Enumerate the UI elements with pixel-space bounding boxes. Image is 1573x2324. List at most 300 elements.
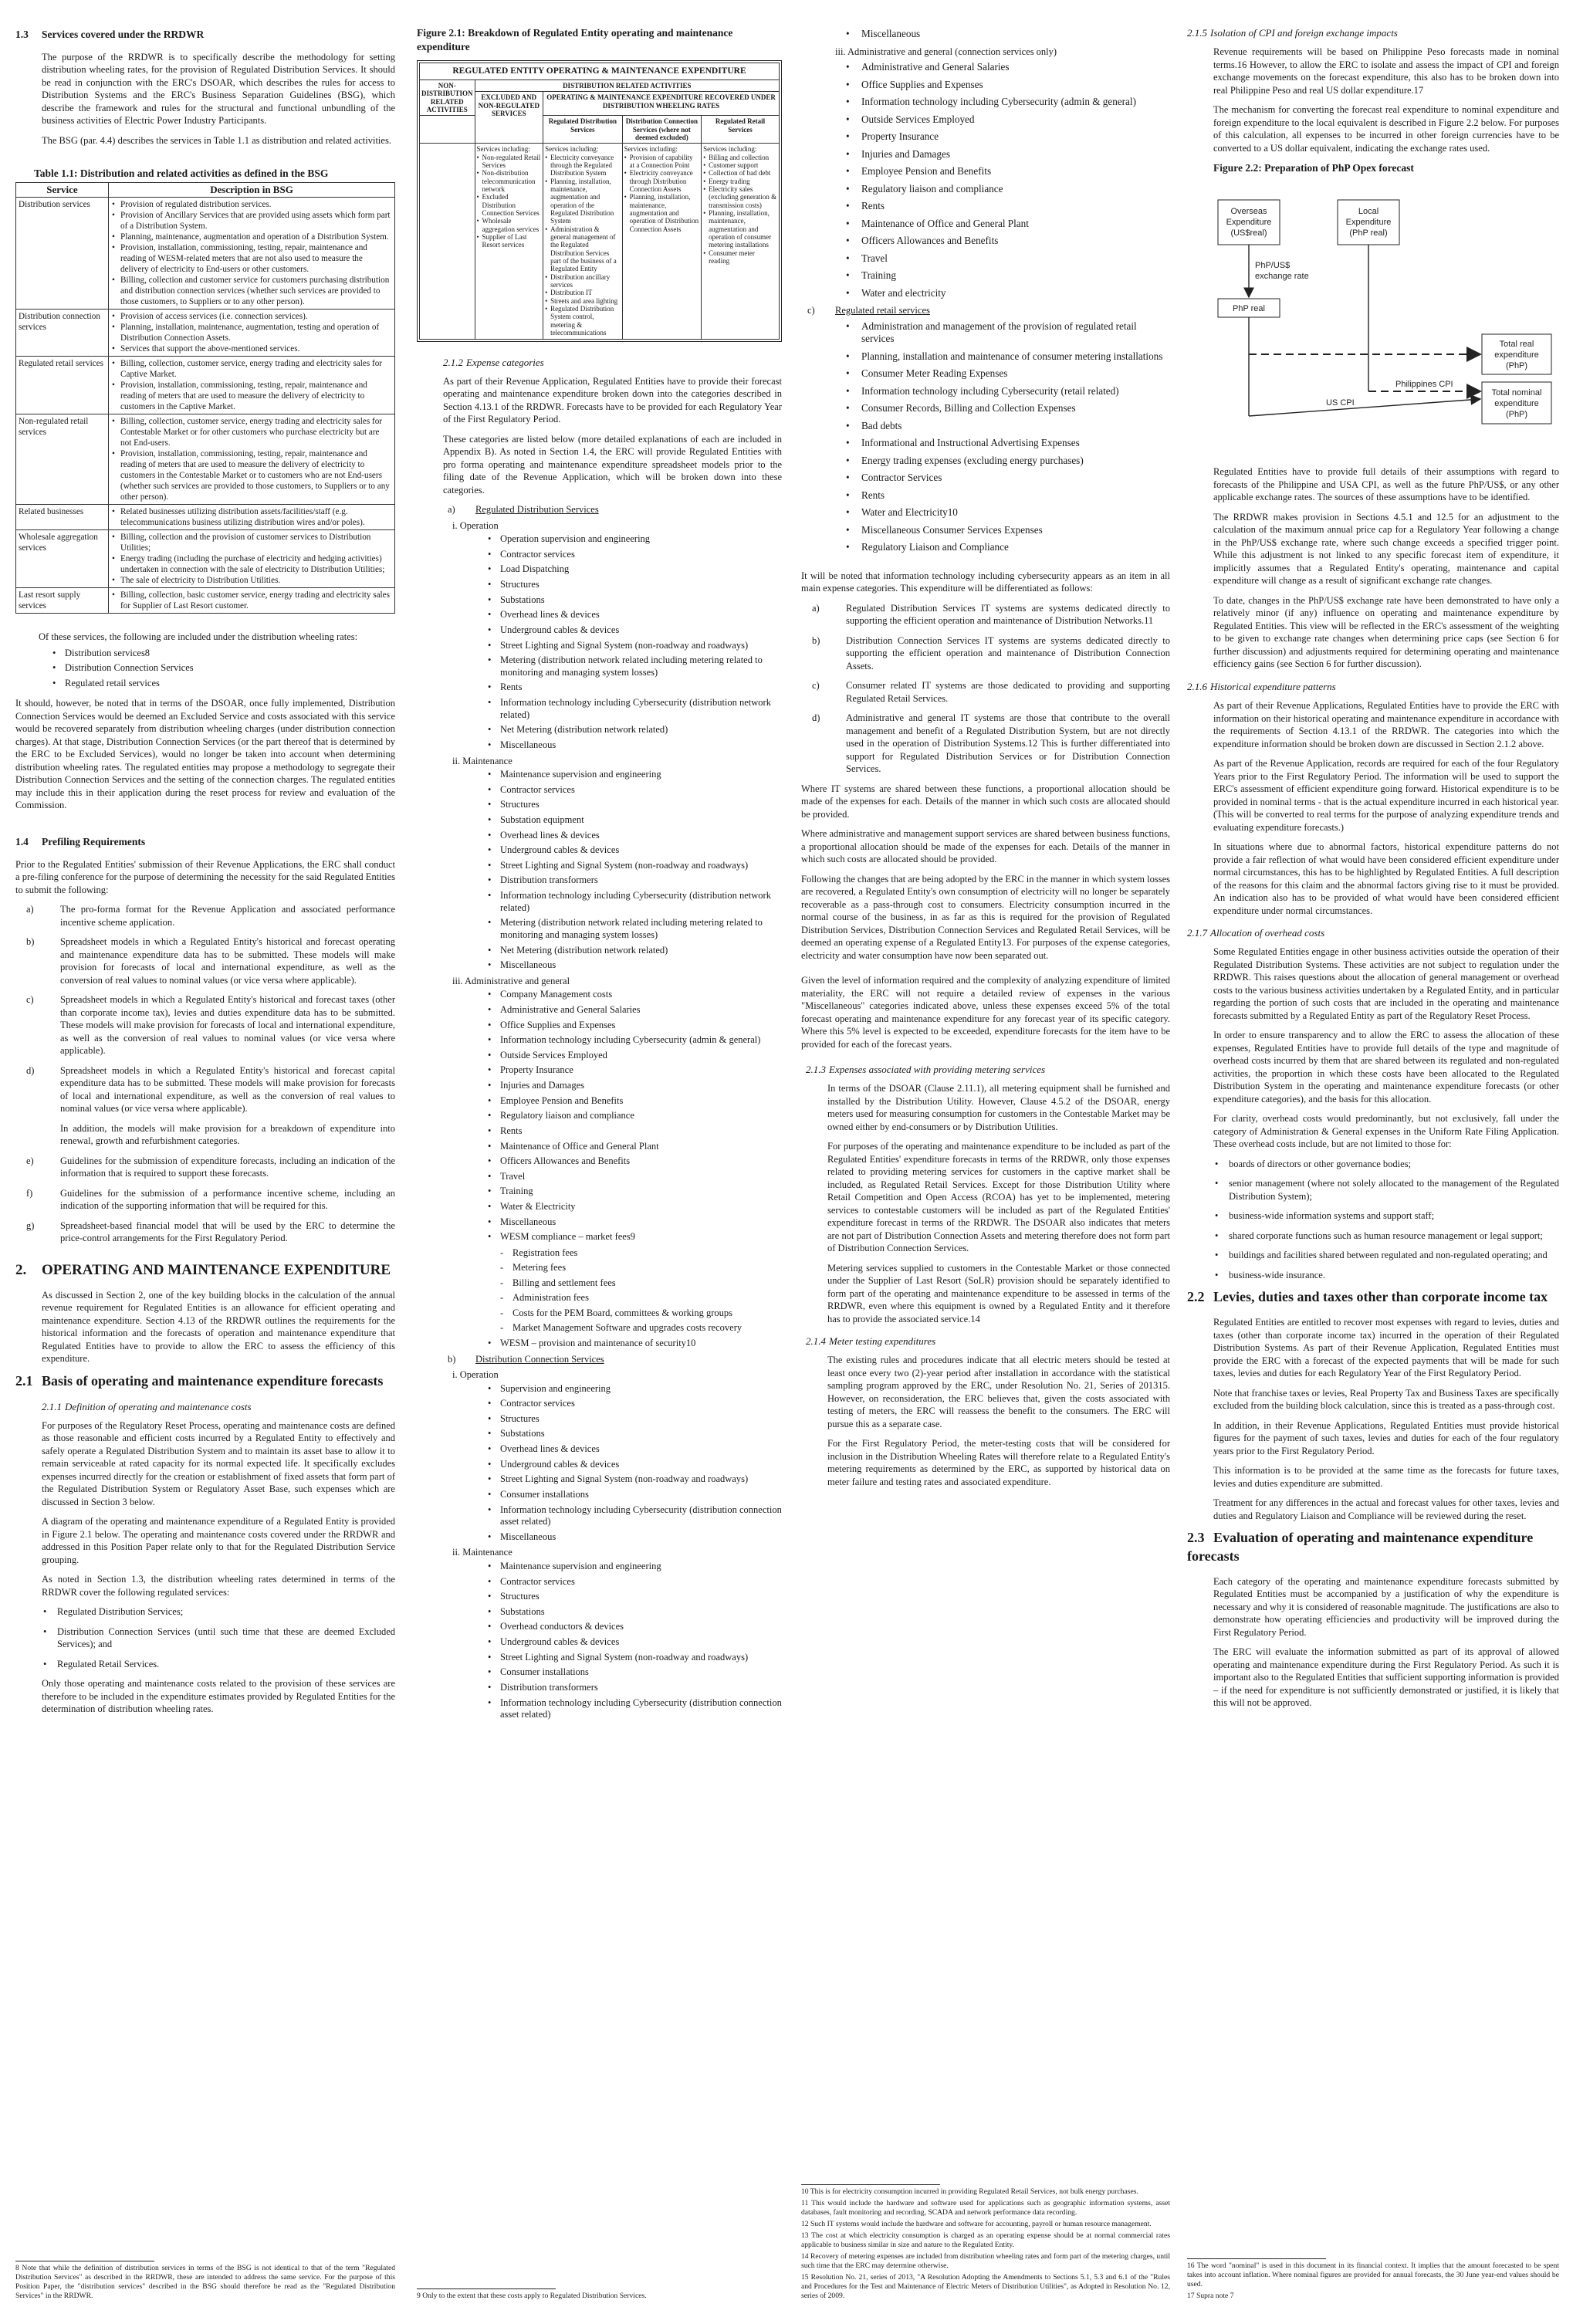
list-item: • Distribution transformers [486,874,782,887]
section-heading: 1.3 Services covered under the RRDWR [15,29,205,40]
description-cell [109,310,395,357]
list-heading: b) Distribution Connection Services [448,1353,604,1365]
description-cell [109,530,395,588]
wesm-list [500,1247,782,1335]
list-item: • Miscellaneous [486,959,782,972]
list-item: • Employee Pension and Benefits [844,165,1170,178]
list-item: • Information technology including Cybersecurity (distribution network related) [486,697,782,721]
footnote: 14 Recovery of metering expenses are included from distribution wheeling rates and form part of the metering charges, until such time that the ERC may determine otherwise. [801,2252,1170,2271]
list-item: • Information technology including Cybersecurity (distribution connection asset related) [486,1504,782,1528]
box-label: (PhP) [1505,360,1528,370]
paragraph: This information is to be provided at the same time as the forecasts for future taxes, levies and duties expenditure are submitted. [1213,1465,1559,1489]
list-item: • Administration and management of the provision of regulated retail services [844,320,1170,346]
list-item: • Maintenance supervision and engineering [486,769,782,781]
footnote: 12 Such IT systems would include the hardware and software for accounting, payroll or human resource management. [801,2220,1152,2229]
table-row [16,198,395,310]
list-item: f) Guidelines for the submission of a performance incentive scheme, including an indication of the supporting information that will be required for this. [26,1187,395,1212]
section-heading: 1.4 Prefiling Requirements [15,835,146,847]
list-item: • Company Management costs [486,989,782,1001]
figure-list [624,154,700,233]
paragraph: Treatment for any differences in the actual and forecast values for other taxes, levies and duties and Regulatory Liaison and Compliance will be reviewed during the reset. [1213,1497,1559,1521]
box-label: Local [1358,206,1379,216]
list-item: • Administrative and General Salaries [844,61,1170,74]
list-item: d) Administrative and general IT systems are those that contribute to the overall management and benefit of a Regulated Distribution System, but are not directly used in the operation of Distribution Systems.12 This is further differentiated into support for Regulated Distribution Services or for Distribution Connection Services. [812,712,1170,774]
paragraph: For the First Regulatory Period, the meter-testing costs that will be considered for inclusion in the Distribution Wheeling Rates will therefore relate to a Regulated Entity's metering requirements as determined by the ERC, as supported by historical data on meter failure and testing rates and associated expenditure. [827,1438,1170,1487]
figure-cell: Distribution Connection Services (where not deemed excluded) [622,116,702,144]
list-item: • Street Lighting and Signal System (non-roadway and roadways) [486,1652,782,1664]
paragraph: As part of the Revenue Application, records are required for each of the four Regulatory Years prior to the First Regulatory Period. The information will be used to support the ERC's assessment of efficient expenditure going forward. Historical expenditure is to be provided in nominal terms - that is the actual expenditure incurred in each historical year. (This will be converted to real terms for the purpose of analyzing expenditure trends and evaluating expenditure forecasts.) [1213,758,1559,833]
figure-cell: EXCLUDED AND NON-REGULATED SERVICES [475,92,543,144]
chapter-heading: 2. OPERATING AND MAINTENANCE EXPENDITURE [15,1261,391,1278]
paragraph: It should, however, be noted that in terms of the DSOAR, once fully implemented, Distribution Connection Services would be deemed an Excluded Service and costs associated with this service would be recovered separately from distribution wheeling charges (under distribution connection charges). At that stage, Distribution Connection Services (or the part thereof that is determined by the ERC to be Excluded Services), would no longer be taken into account when determining distribution wheeling rates. The regulated entities may propose a methodology to segregate their Distribution Connection Services and the setting of the connection charges. The regulated entities may include this in their application during the reset process for review and evaluation of the Commission. [15,698,395,811]
list-item: • Energy trading [703,178,777,185]
description-cell [109,198,395,310]
list-item: • Streets and area lighting [545,297,621,305]
footnote: 16 The word "nominal" is used in this document in its financial context. It implies that the amount forecasted to be spent takes into account inflation. Where nominal figures are provided for annual forecasts, the 30 June year-end values should be used. [1187,2261,1559,2289]
paragraph: As part of their Revenue Applications, Regulated Entities have to provide the ERC with information on their historical operating and maintenance expenditure in accordance with the requirements of Section 4.13.1 of the RRDWR. The categories into which the expenditure information should be broken down are discussed in Section 2.1.2 above. [1213,700,1559,749]
list-subheading: i. Operation [452,519,499,531]
list-item: • Distribution services8 [52,647,395,660]
paragraph: In addition, in their Revenue Applications, Regulated Entities must provide historical figures for the payment of such taxes, levies and duties for each of the four regulatory years prior to the First Regulatory Period. [1213,1419,1559,1456]
list-item: • Structures [486,1591,782,1603]
box-label: Overseas [1230,206,1267,216]
table-row [16,505,395,530]
list-item: b) Spreadsheet models in which a Regulated Entity's historical and forecast operating and maintenance expenditure data has to be submitted. These models will make provision for forecasts of local and international expenditure, as well as the conversion of real values to nominal values (or vice versa where applicable). [26,936,395,986]
expense-list [486,1561,782,1721]
list-item: • Rents [486,682,782,694]
list-item: • Administrative and General Salaries [486,1004,782,1017]
expense-list [844,61,1170,299]
paragraph: For purposes of the Regulatory Reset Process, operating and maintenance costs are defined as those reasonable and efficient costs incurred by a Regulated Entity to effectively and safely operate a Regulated Distribution System and to maintain its asset base to allow it to remain serviceable at rated capacity for its normal expected life. It specifically excludes expenses incurred directly for the creation or establishment of fixed assets that form part of the Regulated Distribution System or Regulatory Asset Base, such expenses which are discussed in Section 3 below. [42,1419,395,1507]
list-item: • Miscellaneous [486,739,782,752]
paragraph: Where IT systems are shared between these functions, a proportional allocation should be made of the expenses for each. Details of the manner in which such costs are allocated should be provided. [801,783,1170,820]
list-item: • Non-distribution telecommunication network [477,169,542,193]
expense-list [486,1383,782,1544]
list-item: • Contractor services [486,549,782,561]
list-item: • Water and electricity [844,287,1170,300]
footnotes [801,2184,1170,2303]
list-item: • Information technology including Cybersecurity (distribution network related) [486,890,782,914]
list-item: • Supplier of Last Resort services [477,233,542,249]
paragraph: Given the level of information required and the complexity of analyzing expenditure of limited materiality, the ERC will not require a detailed review of expenses in the various "Miscellaneous" categories indicated above, unless these expenses exceed 5% of the total forecast operating and maintenance expenditure for any forecast year of its specific category. Where this 5% level is expected to be exceeded, expenditure forecasts for the item have to be provided for each of the forecast years. [801,975,1170,1050]
table-row [16,310,395,357]
paragraph: The BSG (par. 4.4) describes the services in Table 1.1 as distribution and related activities. [42,134,391,146]
list-item: • Regulated Distribution Services; [42,1605,395,1619]
table-header: Description in BSG [109,183,395,198]
paragraph: The RRDWR makes provision in Sections 4.5.1 and 12.5 for an adjustment to the calculation of the maximum annual price cap for a Regulatory Year following a change in the PhP/US$ exchange rate, where such change exceeds a specified trigger point. While this adjustment is not linked to any specific forecast item of expenditure, it implicitly assumes that a Regulated Entity's operating, maintenance and capital expenditure will change as a result of significant exchange rate changes. [1213,511,1559,587]
list-item: • Customer support [703,161,777,169]
list-item: • Consumer installations [486,1666,782,1679]
description-item: • Provision, installation, commissioning, testing, repair, maintenance and reading of meters that are used to measure the delivery of electricity to customers in the Contestable Market or to customers who are not End-users (whether such services are provided to those customers, to Suppliers or to any other person). [111,448,392,502]
figure-list [703,154,777,266]
description-item: • Billing, collection and customer service for customers purchasing distribution and distribution connection services (whether such services are provided to those customers, to Suppliers or to any other person). [111,275,392,307]
list-item: • Maintenance of Office and General Plant [844,218,1170,231]
list-item: • Overhead lines & devices [486,830,782,842]
figure-cell: NON-DISTRIBUTION RELATED ACTIVITIES [420,79,475,115]
list-heading: c) Regulated retail services [807,305,930,316]
prefiling-list [23,903,395,1245]
list-item: a) Regulated Distribution Services IT systems are systems dedicated directly to supporting the efficient operation and maintenance of Distribution Networks.11 [812,602,1170,626]
subsection-heading: 2.1.2 Expense categories [443,356,544,368]
box-label: (US$real) [1230,228,1267,238]
list-subheading: iii. Administrative and general (connection services only) [835,46,1057,57]
list-item: • Injuries and Damages [486,1080,782,1092]
opex-forecast-diagram [1203,184,1558,439]
paragraph: The purpose of the RRDWR is to specifically describe the methodology for setting distribution wheeling rates, for the provision of Regulated Distribution Services. It should be read in conjunction with the ERC's DSOAR, which describes the rules for access to Distribution Systems and the ERC's Business Separation Guidelines (BSG), which describe the framework and rules for the structural and functional unbundling of the business activities of Electric Power Industry Participants. [42,51,395,127]
list-item: • Contractor services [486,1398,782,1410]
description-item: • Provision of regulated distribution services. [111,199,392,210]
service-cell: Related businesses [16,505,109,530]
it-systems-list [809,602,1170,776]
paragraph: Revenue requirements will be based on Philippine Peso forecasts made in nominal terms.16 However, to allow the ERC to isolate and assess the impact of CPI and foreign exchange movements on the forecast expenditure, this also has to be broken down into real Philippine Peso and real US dollar expenditure.17 [1213,46,1559,96]
paragraph: Prior to the Regulated Entities' submission of their Revenue Applications, the ERC shall conduct a pre-filing conference for the purpose of determining the necessity for the said Regulated Entities to submit the following: [15,858,395,895]
description-cell [109,414,395,505]
description-item: • Provision of Ancillary Services that are provided using assets which form part of a Distribution System. [111,210,392,232]
column-3 [801,26,1170,2303]
list-item: • Structures [486,799,782,811]
list-item: • Training [486,1186,782,1198]
list-subheading: ii. Maintenance [452,755,512,766]
list-item: • Substation equipment [486,814,782,827]
subsection-heading: 2.1.5 Isolation of CPI and foreign exchange impacts [1187,27,1398,39]
list-item: • Officers Allowances and Benefits [844,235,1170,248]
footnotes [15,2261,395,2303]
list-item: - Market Management Software and upgrades costs recovery [500,1321,782,1335]
services-table [15,182,395,614]
list-item: • senior management (where not solely allocated to the management of the Regulated Distribution System); [1213,1177,1559,1203]
list-item: • Regulatory Liaison and Compliance [844,541,1170,554]
paragraph: Regulated Entities have to provide full details of their assumptions with regard to forecasts of the Philippine and USA CPI, as well as the future PhP/US$, or any other applicable exchange rates. The sources of these assumptions have to be identified. [1213,466,1559,503]
list-item: • Billing and collection [703,154,777,161]
list-item: • Net Metering (distribution network related) [486,724,782,736]
list-item: • Consumer meter reading [703,249,777,266]
list-item: • Street Lighting and Signal System (non-roadway and roadways) [486,1473,782,1486]
list-item: • Contractor services [486,784,782,797]
footnote: 15 Resolution No. 21, series of 2013, "A Resolution Adopting the Amendments to Sections 5.1, 5.3 and 6.1 of the "Rules and Procedures for the Test and Maintenance of Electric Meters of Distribution Utilities", as Adopted in Resolution No. 12, series of 2009. [801,2273,1170,2301]
list-item: • Consumer Records, Billing and Collection Expenses [844,402,1170,415]
table-row [16,530,395,588]
service-cell: Distribution services [16,198,109,310]
list-item: • Outside Services Employed [486,1050,782,1062]
figure-cell: DISTRIBUTION RELATED ACTIVITIES [475,79,779,91]
list-item: • Underground cables & devices [486,1459,782,1471]
list-item: • Information technology including Cybersecurity (retail related) [844,385,1170,398]
list-item: • Substations [486,1606,782,1619]
list-item: - Registration fees [500,1247,782,1260]
list-item: • Information technology including Cybersecurity (admin & general) [844,96,1170,109]
paragraph: Note that franchise taxes or levies, Real Property Tax and Business Taxes are specifically excluded from the building block calculation, since this is treated as a pass-through cost. [1213,1387,1559,1412]
paragraph: Regulated Entities are entitled to recover most expenses with regard to levies, duties and taxes (other than corporate income tax) incurred in the operation of their Regulated Distribution Systems. As part of their Revenue Application, Regulated Entities must provide the ERC with a forecast of the expected payments that will be made for such taxes, levies and duties for each Regulatory Year of the First Regulatory Period. [1213,1317,1559,1379]
paragraph: In situations where due to abnormal factors, historical expenditure patterns do not provide a fair reflection of what would have been considered efficient expenditure under normal circumstances, this has to be highlighted by Regulated Entities. A full description of the reasons for this claim and the abnormal factors giving rise to it must be provided. An indication also has to be provided of what would have been considered efficient expenditure under normal circumstances. [1213,841,1559,916]
box-label: Expenditure [1345,217,1392,227]
paragraph: A diagram of the operating and maintenance expenditure of a Regulated Entity is provided in Figure 2.1 below. The operating and maintenance costs covered under the RRDWR and addressed in this Position Paper relate only to that for the Regulated Distribution Service grouping. [42,1516,395,1565]
subsection-heading: 2.1.4 Meter testing expenditures [806,1335,936,1348]
list-item: • Provision of capability at a Connection Point [624,154,700,170]
list-item: • Underground cables & devices [486,624,782,637]
paragraph: As part of their Revenue Application, Regulated Entities have to provide their forecast operating and maintenance expenditure broken down into the categories described in Section 4.13.1 of the RRDWR. Forecasts have to be provided for each Regulatory Year of the First Regulatory Period. [443,375,782,425]
list-item: • Planning, installation, maintenance, augmentation and operation of the Regulated Distribution System [545,178,621,225]
list-item: • Metering (distribution network related including metering related to monitoring and managing system losses) [486,917,782,941]
table-row [16,414,395,505]
list-item: a) The pro-forma format for the Revenue Application and associated performance incentive scheme application. [26,904,395,928]
section-heading: 2.2 Levies, duties and taxes other than corporate income tax [1187,1289,1548,1305]
subsection-heading: 2.1.1 Definition of operating and maintenance costs [42,1400,252,1412]
list-item: • WESM – provision and maintenance of security10 [486,1338,782,1350]
expense-list [486,989,782,1243]
box-label: Total real [1499,339,1534,349]
box-label: Total nominal [1491,387,1542,397]
expense-list [486,769,782,972]
list-item: • Street Lighting and Signal System (non-roadway and roadways) [486,860,782,872]
figure-list [477,154,542,249]
list-item: • Supervision and engineering [486,1383,782,1395]
paragraph: In order to ensure transparency and to allow the ERC to assess the allocation of these expenses, Regulated Entities have to provide full details of the type and magnitude of overhead costs incurred by them that are shared between its regulated and non-regulated activities, the proportion in which these costs have been allocated to the Regulated Distribution System in the operating and maintenance expenditure forecasts (or other expenditure categories), and the basis for this allocation. [1213,1030,1559,1104]
column-1 [15,26,395,2303]
list-item: - Costs for the PEM Board, committees & working groups [500,1307,782,1320]
list-item: • Rents [486,1125,782,1138]
list-item: • Contractor Services [844,472,1170,485]
list-item: • Non-regulated Retail Services [477,154,542,170]
list-item: • Outside Services Employed [844,113,1170,127]
list-item: b) Distribution Connection Services IT systems are systems dedicated directly to supporting the efficient operation and maintenance of Distribution Connection Assets. [812,634,1170,671]
subsection-heading: 2.1.6 Historical expenditure patterns [1187,680,1336,692]
list-item: • Overhead lines & devices [486,1443,782,1456]
footnote: 10 This is for electricity consumption incurred in providing Regulated Retail Services, not bulk energy purchases. [801,2187,1138,2197]
paragraph: It will be noted that information technology including cybersecurity appears as an item in all main expense categories. This expenditure will be differentiated as follows: [801,570,1170,594]
service-cell: Wholesale aggregation services [16,530,109,588]
paragraph: As discussed in Section 2, one of the key building blocks in the calculation of the annual revenue requirement for Regulated Entities is an allowance for efficient operating and maintenance expenditure. Section 4.13 of the RRDWR outlines the requirements for the historical information and the forecasts of operation and maintenance expenditure that Regulated Entities have to provide to allow the ERC to assess the efficiency of this expenditure. [42,1289,395,1365]
figure-cell-head: Services including: [624,145,678,154]
description-item: • Billing, collection, customer service, energy trading and electricity sales for Contestable Market or for other customers who purchase electricity but are not End-users. [111,416,392,448]
expense-list [844,320,1170,554]
figure-cell: Regulated Distribution Services [543,116,623,144]
figure-caption: Figure 2.2: Preparation of PhP Opex forecast [1213,162,1414,174]
paragraph: As noted in Section 1.3, the distribution wheeling rates determined in terms of the RRDWR cover the following regulated services: [42,1574,395,1598]
list-item: • Property Insurance [844,130,1170,144]
description-cell [109,588,395,614]
list-item: • WESM compliance – market fees9 [486,1231,782,1243]
list-item: • Underground cables & devices [486,1636,782,1649]
box-label: (PhP real) [1349,228,1388,238]
list-item: • Regulated Distribution System control, metering & telecommunications [545,305,621,337]
description-item: • Provision, installation, commissioning, testing, repair, maintenance and reading of meters that are used to measure the delivery of electricity to customers in the Captive Market. [111,380,392,412]
table-caption: Table 1.1: Distribution and related activities as defined in the BSG [34,167,329,180]
expense-list [844,28,1170,41]
figure-list [545,154,621,337]
list-item: • Substations [486,1428,782,1440]
list-item: • Wholesale aggregation services [477,217,542,233]
covered-services-list [42,1605,395,1670]
list-item: • Rents [844,200,1170,213]
list-item: • Collection of bad debt [703,169,777,177]
list-item: • Information technology including Cybersecurity (distribution connection asset related) [486,1697,782,1721]
list-item: • Employee Pension and Benefits [486,1095,782,1108]
paragraph: Metering services supplied to customers in the Contestable Market or those connected under the Supplier of Last Resort (SoLR) provision should be separately identified to form part of the operating and maintenance expenditure to be assessed in terms of the RRDWR, even where this equipment is owned by a Regulated Entity and it therefore has to provide the associated service.14 [827,1262,1170,1324]
list-item: • Travel [844,252,1170,266]
list-item: • Street Lighting and Signal System (non-roadway and roadways) [486,640,782,652]
list-item: • Metering (distribution network related including metering related to monitoring and managing system losses) [486,655,782,678]
paragraph: In terms of the DSOAR (Clause 2.11.1), all metering equipment shall be furnished and installed by the Distribution Utility. However, Clause 4.5.2 of the DSOAR, energy meters used for measuring consumption for customers in the Contestable Market may be owned either by end-consumers or by Distribution Utilities. [827,1083,1170,1132]
list-item: • Water and Electricity10 [844,506,1170,519]
list-item: c) Spreadsheet models in which a Regulated Entity's historical and forecast taxes (other than corporate income tax), levies and duties expenditure data has to be submitted. These models will make provision for forecasts of local and international expenditure, as well as the conversion of real values to nominal values (or vice versa where applicable). [26,994,395,1057]
list-item: • business-wide information systems and support staff; [1213,1209,1559,1223]
list-item: c) Consumer related IT systems are those dedicated to providing and supporting Regulated Retail Services. [812,680,1170,704]
description-item: • Provision, installation, commissioning, testing, repair, maintenance and reading of WESM-related meters that are not also used to measure the delivery of electricity to End-users or other customers. [111,242,392,275]
paragraph: The existing rules and procedures indicate that all electric meters should be tested at least once every two (2)-year period after installation in accordance with the statistical sampling program approved by the ERC, under Resolution No. 21, Series of 201315. However, on reconsideration, the ERC believes that, given the costs associated with testing of meters, the ERC will reassess the benefit to the consumers. The ERC will pursue this as a separate case. [827,1355,1170,1429]
list-item: • Regulatory liaison and compliance [486,1110,782,1122]
list-item: • shared corporate functions such as human resource management or legal support; [1213,1230,1559,1243]
diagram-label: exchange rate [1255,271,1309,281]
figure-caption: Figure 2.1: Breakdown of Regulated Entity operating and maintenance expenditure [417,27,733,52]
list-item: • Information technology including Cybersecurity (admin & general) [486,1034,782,1047]
figure-cell: Regulated Retail Services [702,116,780,144]
list-subheading: i. Operation [452,1369,499,1381]
figure-cell: OPERATING & MAINTENANCE EXPENDITURE RECOVERED UNDER DISTRIBUTION WHEELING RATES [543,92,780,116]
figure-2-2 [1187,184,1559,443]
description-item: • Provision of access services (i.e. connection services). [111,311,392,322]
list-item: • Load Dispatching [486,563,782,576]
list-item: • Rents [844,489,1170,502]
list-item: • Consumer Meter Reading Expenses [844,367,1170,381]
list-item: • Structures [486,579,782,591]
list-item: • Training [844,269,1170,282]
service-cell: Non-regulated retail services [16,414,109,505]
list-item: • Underground cables & devices [486,844,782,857]
footnote: 9 Only to the extent that these costs apply to Regulated Distribution Services. [417,2292,647,2301]
list-item: • Electricity conveyance through the Regulated Distribution System [545,154,621,178]
subsection-heading: 2.1.3 Expenses associated with providing metering services [806,1064,1046,1075]
footnotes [417,2288,782,2303]
figure-cell-head: Services including: [476,145,530,154]
list-item: • Bad debts [844,420,1170,433]
list-item: • Planning, installation, maintenance, augmentation and operation of consumer metering installations [703,209,777,249]
footnote: 17 Supra note 7 [1187,2292,1234,2301]
figure-cell-head: Services including: [703,145,757,154]
diagram-label: US CPI [1326,397,1355,408]
paragraph: Each category of the operating and maintenance expenditure forecasts submitted by Regulated Entities must be accompanied by a justification of why the expenditure is necessary and why it is considered of reasonable magnitude. The justifications are also to demonstrate how operating efficiencies and productivity will be improved during the First Regulatory Period. [1213,1575,1559,1638]
figure-title: REGULATED ENTITY OPERATING & MAINTENANCE EXPENDITURE [420,63,780,79]
service-cell: Distribution connection services [16,310,109,357]
table-header: Service [16,183,109,198]
list-item: • Electricity sales (excluding generation & transmission costs) [703,185,777,209]
list-item: • Distribution ancillary services [545,273,621,289]
list-item: • Planning, installation, maintenance, augmentation and operation of Distribution Connection Assets [624,193,700,233]
list-item: • Distribution IT [545,289,621,296]
subsection-heading: 2.1.7 Allocation of overhead costs [1187,927,1325,939]
included-services-list [52,647,395,690]
footnote: 11 This would include the hardware and software used for applications such as geographic information systems, asset databases, fault monitoring and recording, SCADA and network performance data recording. [801,2199,1170,2217]
list-item: • Energy trading expenses (excluding energy purchases) [844,455,1170,468]
list-subheading: iii. Administrative and general [452,975,570,986]
footnote: 13 The cost at which electricity consumption is charged as an operating expense should be at normal commercial rates applicable to business similar in size and nature to the Regulated Entity. [801,2231,1170,2250]
description-item: • Billing, collection, customer service, energy trading and electricity sales for Captive Market. [111,358,392,380]
list-item: • Property Insurance [486,1064,782,1077]
list-item: - Metering fees [500,1261,782,1274]
paragraph: Following the changes that are being adopted by the ERC in the manner in which system losses are recovered, a Regulated Entity's own consumption of electricity will no longer be separately recoverable as a pass-through cost to consumers. Electricity consumption incurred in the normal course of the business, in as far as this is required for the provision of Regulated Distribution Services, Distribution Connection Services and Regulated Retail Services, will be deemed an operating expense of a Regulated Entity13. For purposes of the expense categories, electricity and water consumption have now been separated out. [801,873,1170,961]
list-item: • Regulated Retail Services. [42,1658,395,1671]
list-item: • Distribution Connection Services [52,661,395,675]
list-item: • Informational and Instructional Advertising Expenses [844,437,1170,450]
list-item: - Billing and settlement fees [500,1277,782,1290]
list-item: • Water & Electricity [486,1201,782,1213]
list-item: • Maintenance of Office and General Plant [486,1141,782,1153]
box-label: expenditure [1494,398,1539,408]
paragraph: Of these services, the following are included under the distribution wheeling rates: [39,631,358,643]
list-item: g) Spreadsheet-based financial model that will be used by the ERC to determine the price-control arrangements for the First Regulatory Period. [26,1220,395,1244]
footnotes [1187,2258,1559,2303]
column-4 [1187,26,1559,2303]
list-item: • Overhead conductors & devices [486,1621,782,1633]
list-item: - Administration fees [500,1291,782,1304]
list-item: • Regulatory liaison and compliance [844,183,1170,196]
list-heading: a) Regulated Distribution Services [448,504,599,516]
diagram-label: PhP/US$ [1255,260,1291,270]
paragraph: For clarity, overhead costs would predominantly, but not exclusively, fall under the category of Administration & General expenses in the Uniform Rate Filing Application. These overhead costs include, but are not limited to those for: [1213,1113,1559,1150]
description-cell [109,357,395,414]
description-item: • Services that support the above-mentioned services. [111,343,392,354]
list-item: • Office Supplies and Expenses [486,1020,782,1032]
list-item: • Regulated retail services [52,677,395,690]
list-item: • buildings and facilities shared between regulated and non-regulated operating; and [1213,1249,1559,1262]
paragraph: Where administrative and management support services are shared between business functions, a proportional allocation should be made of the expenses for each. Details of the manner in which such costs are allocated should be provided. [801,828,1170,864]
list-item: • Operation supervision and engineering [486,533,782,546]
box-label: Expenditure [1226,217,1272,227]
description-item: • Billing, collection and the provision of customer services to Distribution Utilities; [111,532,392,553]
list-item: • boards of directors or other governance bodies; [1213,1158,1559,1171]
list-item: • Miscellaneous [486,1216,782,1229]
box-label: PhP real [1233,303,1265,313]
service-cell: Regulated retail services [16,357,109,414]
paragraph: The mechanism for converting the forecast real expenditure to nominal expenditure and foreign expenditure to the local equivalent is described in Figure 2.2 below. For purposes of this calculation, all expenses to be incurred in other foreign currencies have to be converted to a US dollar equivalent, indicating the exchange rates used. [1213,104,1559,154]
list-item: • Miscellaneous Consumer Services Expenses [844,524,1170,537]
section-heading: 2.1 Basis of operating and maintenance expenditure forecasts [15,1372,384,1389]
list-item: • Structures [486,1413,782,1426]
description-item: • Planning, maintenance, augmentation and operation of a Distribution System. [111,232,392,242]
description-item: • Related businesses utilizing distribution assets/facilities/staff (e.g. telecommunications business utilizing distribution wires and/or poles). [111,506,392,528]
service-cell: Last resort supply services [16,588,109,614]
list-item: • Electricity conveyance through Distribution Connection Assets [624,169,700,193]
list-item: • Miscellaneous [486,1531,782,1544]
column-2 [417,26,782,2303]
list-item: In addition, the models will make provision for a breakdown of expenditure into renewal, growth and refurbishment categories. [60,1122,395,1147]
paragraph: The ERC will evaluate the information submitted as part of its approval of allowed operating and maintenance expenditure during the First Regulatory Period. As such it is important also to the Regulated Entities that sufficient supporting information is provided – if the need for expenditure is not sufficiently demonstrated or justified, it is likely that this will not be approved. [1213,1646,1559,1709]
paragraph: These categories are listed below (more detailed explanations of each are included in Appendix B). As noted in Section 1.4, the ERC will provide Regulated Entities with pro forma operating and maintenance expenditure spreadsheet models prior to the filing date of the Revenue Application, which will be broken down into these categories. [443,433,782,496]
list-item: • business-wide insurance. [1213,1269,1559,1282]
list-item: • Contractor services [486,1576,782,1588]
table-row [16,357,395,414]
description-item: • Energy trading (including the purchase of electricity and hedging activities) undertaken in connection with the sale of electricity to Distribution Utilities; [111,553,392,575]
list-item: • Office Supplies and Expenses [844,79,1170,92]
paragraph: To date, changes in the PhP/US$ exchange rate have been demonstrated to have only a relatively minor (if any) influence on operating and maintenance expenditure by Regulated Entities. This view will be reflected in the ERC's assessment of the weighting to be given to exchange rate changes when determining price caps (see Section 6 for further discussion) and adjustments required for determining operating and maintenance efficiency gains (see Section 6 for further discussion). [1213,594,1559,670]
description-item: • The sale of electricity to Distribution Utilities. [111,575,392,586]
paragraph: For purposes of the operating and maintenance expenditure to be included as part of the Regulated Entities' expenditure forecasts in terms of the RRDWR, only those expenses related to providing metering services for customers in the captive market shall be included, as Regulated Retail Services. Except for those Distribution Utility where Retail Competition and Open Access (RCOA) has yet to be implemented, metering services to contestable customers will be included as part of the Regulated Entities' expenditure forecast in terms of the RRDWR. The DSOAR also indicates that meters are not part of Distribution Connection Assets and metering therefore does not form part of Distribution Connection Services. [827,1141,1170,1254]
list-item: • Officers Allowances and Benefits [486,1155,782,1168]
description-item: • Planning, installation, maintenance, augmentation, testing and operation of Distribution Connection Assets. [111,322,392,343]
list-item: e) Guidelines for the submission of expenditure forecasts, including an indication of the information that is required to support these forecasts. [26,1155,395,1179]
list-item: • Distribution Connection Services (until such time that these are deemed Excluded Services); and [42,1625,395,1651]
list-item: • Maintenance supervision and engineering [486,1561,782,1573]
list-subheading: ii. Maintenance [452,1547,512,1558]
list-item: • Planning, installation and maintenance of consumer metering installations [844,350,1170,364]
list-item: d) Spreadsheet models in which a Regulated Entity's historical and forecast capital expenditure data has to be submitted. These models will make provision for forecasts of local and international expenditure, as well as the conversion of real values to nominal values (or vice versa where applicable). [26,1064,395,1115]
description-item: • Billing, collection, basic customer service, energy trading and electricity sales for Supplier of Last Resort customer. [111,590,392,611]
section-heading: 2.3 Evaluation of operating and maintenance expenditure forecasts [1187,1530,1534,1564]
paragraph: Only those operating and maintenance costs related to the provision of these services are therefore to be included in the expenditure estimates provided by Regulated Entities for the determination of distribution wheeling rates. [42,1678,395,1715]
diagram-label: Philippines CPI [1395,379,1453,389]
list-item: • Administration & general management of the Regulated Distribution Services part of the business of a Regulated Entity [545,225,621,273]
footnote: 8 Note that while the definition of distribution services in terms of the BSG is not identical to that of the term "Regulated Distribution Services" as described in the RRDWR, these are intended to address the same service. For the purpose of this Position Paper, the "distribution services" described in the BSG should therefore be read as the "Regulated Distribution Services" in the RRDWR. [15,2264,395,2301]
table-row [16,588,395,614]
